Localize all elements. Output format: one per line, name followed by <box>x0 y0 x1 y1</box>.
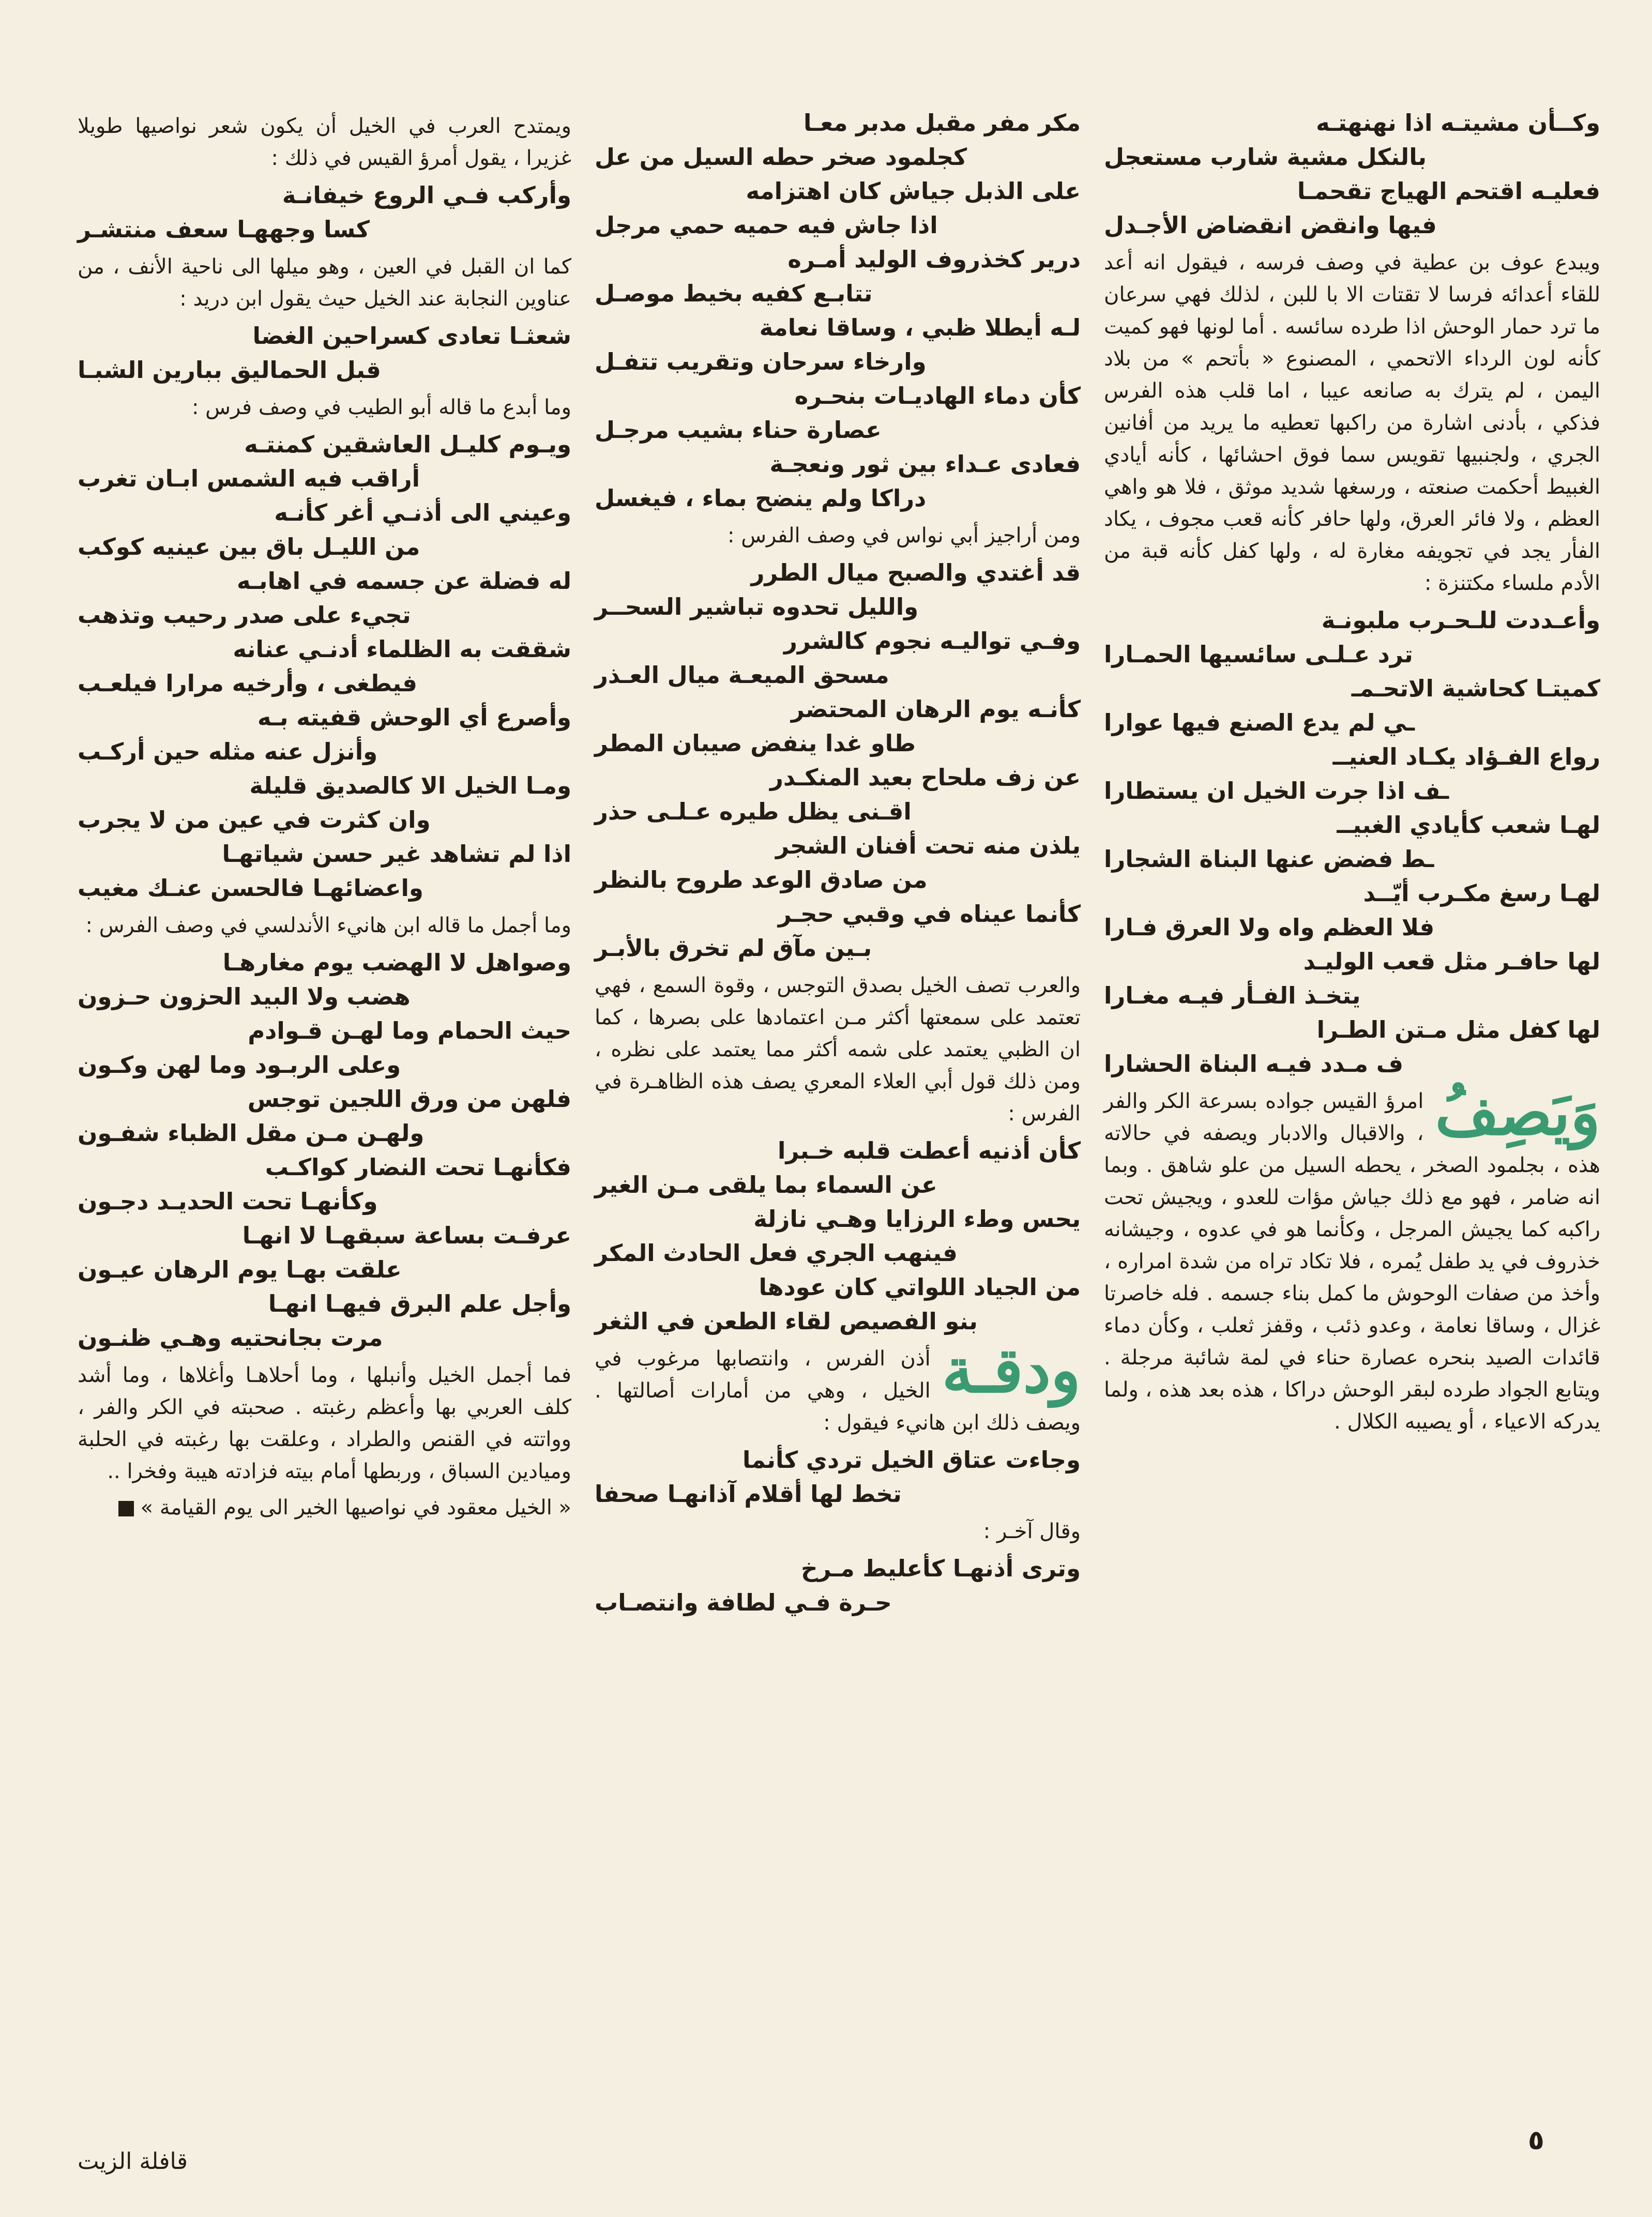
verse-line: عن زف ملحاح بعيد المنكـدر <box>769 764 1081 791</box>
paragraph-text: فما أجمل الخيل وأنبلها ، وما أحلاهـا وأغلاها ، وما أشد كلف العربي بها وأعظم رغبته . صحبته في الكر والفر ، وواتته في القنص والطراد ، وعلقت بها رغبته في الحلبة وميادين السباق ، وربطها أمام بيته فزادته هيبة وفخرا .. <box>78 1363 571 1483</box>
paragraph-text: « الخيل معقود في نواصيها الخير الى يوم القيامة » <box>140 1496 571 1520</box>
verse-line: فعليـه اقتحم الهياج تقحمـا <box>1297 177 1600 205</box>
text-column-right <box>1104 106 1600 1442</box>
verse-line: من صادق الوعد طروح بالنظر <box>595 866 928 893</box>
verse-line: وأعـددت للـحـرب ملبونـة <box>1321 606 1600 634</box>
verse-line: ويـوم كليـل العاشقين كمنتـه <box>244 431 571 458</box>
verse-line: ـي لم يدع الصنع فيها عوارا <box>1104 709 1415 736</box>
prose-paragraph <box>595 520 1081 552</box>
poem-verse <box>595 1552 1081 1620</box>
verse-line: مكر مفر مقبل مدبر معـا <box>803 109 1081 136</box>
verse-line: ولهـن مـن مقل الظباء شفـون <box>78 1119 425 1147</box>
verse-line: وصواهل لا الهضب يوم مغارهـا <box>222 949 571 976</box>
verse-line: ومـا الخيل الا كالصديق قليلة <box>249 772 571 799</box>
verse-line: اذا جاش فيه حميه حمي مرجل <box>595 211 938 239</box>
verse-line: اقـنى يظل طيره عـلـى حذر <box>595 798 912 825</box>
verse-line: كميتـا كحاشية الاتحـمـ <box>1351 675 1600 702</box>
verse-line: وفـي تواليـه نجوم كالشرر <box>784 627 1081 655</box>
verse-line: وأجل علم البرق فيهـا انهـا <box>268 1290 571 1317</box>
poem-verse <box>1104 603 1600 1081</box>
decorative-drop-label: ودقـة <box>942 1334 1081 1407</box>
paragraph-text: امرؤ القيس جواده بسرعة الكر والفر ، والاقبال والادبار ويصفه في حالاته هذه ، بجلمود الصخر ، يحطه السيل من علو شاهق . وبما انه ضامر ، فهو مع ذلك جياش مؤات للعدو ، ويجيش تحت راكبه كما يجيش المرجل ، وكأنما هو في عدوه ، وجيشانه خذروف في يد طفل يُمره ، فلا تكاد تراه من شدة امراره ، وأخذ من صفات الوحوش ما كمل بناء جسمه . فله خاصرتا غزال ، وساقا نعامة ، وعدو ذئب ، وقفز ثعلب ، وكأن دماء قائدات الصيد بنحره عصارة حناء في لمة شائبة مرجلة . ويتابع الجواد طرده لبقر الوحش دراكا ، هذه بعد هذه ، ولما يدركه الاعياء ، أو يصيبه الكلال . <box>1104 1089 1600 1434</box>
verse-line: فعادى عـداء بين ثور ونعجـة <box>769 450 1081 478</box>
page-number: ٥ <box>1528 2125 1544 2156</box>
verse-line: دراكا ولم ينضح بماء ، فيغسل <box>595 484 927 512</box>
verse-line: وعلى الربـود وما لهن وكـون <box>78 1051 401 1079</box>
verse-line: درير كخذروف الوليد أمـره <box>787 246 1081 273</box>
verse-line: واعضائهـا فالحسن عنـك مغيب <box>78 874 423 902</box>
verse-line: رواع الفـؤاد يكـاد العنيــ <box>1332 743 1600 770</box>
verse-line: أراقب فيه الشمس ابـان تغرب <box>78 465 420 492</box>
prose-paragraph <box>78 909 571 942</box>
paragraph-text: وقال آخـر : <box>983 1520 1081 1543</box>
verse-line: عرفـت بساعة سبقهـا لا انهـا <box>242 1222 571 1249</box>
verse-line: وجاءت عتاق الخيل تردي كأنما <box>742 1446 1081 1474</box>
verse-line: قبل الحماليق ببارين الشبـا <box>78 356 381 384</box>
verse-line: فيطغى ، وأرخيه مرارا فيلعـب <box>78 670 417 697</box>
verse-line: تتابـع كفيه بخيط موصـل <box>595 280 873 307</box>
verse-line: يحس وطء الرزايا وهـي نازلة <box>753 1205 1081 1233</box>
verse-line: وأنزل عنه مثله حين أركـب <box>78 738 378 765</box>
poem-verse <box>78 178 571 247</box>
paragraph-text: ويبدع عوف بن عطية في وصف فرسه ، فيقول انه أعد للقاء أعدائه فرسا لا تقتات الا با للبن ، لذلك فهي سرعان ما ترد حمار الوحش اذا طرده سائسه . أما لونها فهو كميت كأنه لون الرداء الاتحمي ، المصنوع « بأتحم » من بلاد اليمن ، لم يترك به صانعه عيبا ، اما قلب هذه الفرس فذكي ، بأدنى اشارة من راكبها تعطيه ما يريد من أفانين الجري ، ولجنبيها تقويس سما فوق احشائها ، كأنه أيادي الغبيط أحكمت صنعته ، ورسغها شديد موثق ، فلا هو واهي العظم ، ولا فائر العرق، ولها حافر كأنه قعب مجوف ، يكاد الفأر يجد في تجويفه مغارة له ، ولها كفل كأنه قبة من الأدم ملساء مكتنزة : <box>1104 251 1600 595</box>
verse-line: فيها وانقض انقضاض الأجـدل <box>1104 211 1437 239</box>
verse-line: وكأنهـا تحت الحديـد دجـون <box>78 1188 378 1215</box>
verse-line: مسحق الميعـة ميال العـذر <box>595 661 889 689</box>
prose-paragraph <box>595 1334 1081 1439</box>
verse-line: له فضلة عن جسمه في اهابـه <box>237 567 571 595</box>
prose-paragraph <box>1104 1076 1600 1438</box>
verse-line: كأنما عيناه في وقبي حجـر <box>778 900 1081 928</box>
verse-line: كجلمود صخر حطه السيل من عل <box>595 143 967 171</box>
verse-line: ترد عـلـى سائسيها الحمـارا <box>1104 641 1413 668</box>
verse-line: وكــأن مشيتـه اذا نهنهتـه <box>1316 109 1600 136</box>
paragraph-text: ومن أراجيز أبي نواس في وصف الفرس : <box>728 524 1081 548</box>
verse-line: كأنـه يوم الرهان المحتضر <box>791 695 1081 723</box>
prose-paragraph <box>1104 247 1600 599</box>
verse-line: بالنكل مشية شارب مستعجل <box>1104 143 1427 171</box>
prose-paragraph <box>595 1515 1081 1547</box>
poem-verse <box>1104 106 1600 242</box>
verse-line: فلهن من ورق اللجين توجس <box>247 1085 571 1113</box>
verse-line: شعثـا تعادى كسراحين الغضا <box>252 322 571 350</box>
poem-verse <box>595 556 1081 965</box>
verse-line: مرت بجانحتيه وهـي ظنـون <box>78 1324 383 1352</box>
verse-line: لهـا شعب كأيادي الغبيــ <box>1337 811 1600 839</box>
poem-verse <box>595 1443 1081 1511</box>
closing-quote <box>78 1492 571 1524</box>
verse-line: هضب ولا البيد الحزون حـزون <box>78 983 411 1010</box>
verse-line: لـه أيطلا ظبي ، وساقا نعامة <box>759 314 1081 341</box>
verse-line: لهـا رسغ مكـرب أيّــد <box>1363 879 1600 907</box>
verse-line: وعيني الى أذنـي أغر كأنـه <box>274 499 571 526</box>
paragraph-text: كما ان القبل في العين ، وهو ميلها الى ناحية الأنف ، من عناوين النجابة عند الخيل حيث يقول ابن دريد : <box>78 255 571 311</box>
text-column-middle <box>595 106 1081 1623</box>
verse-line: فلا العظم واه ولا العرق فـارا <box>1104 914 1435 941</box>
poem-verse <box>595 1134 1081 1339</box>
paragraph-text: أذن الفرس ، وانتصابها مرغوب في الخيل ، وهي من أمارات أصالتها . ويصف ذلك ابن هانيء فيقول : <box>595 1347 1081 1435</box>
verse-line: من الليـل باق بين عينيه كوكب <box>78 533 420 560</box>
verse-line: كسا وجههـا سعف منتشـر <box>78 216 370 243</box>
verse-line: لها كفل مثل مـتن الطـرا <box>1316 1016 1600 1043</box>
prose-paragraph <box>78 391 571 423</box>
verse-line: حيث الحمام وما لهـن قـوادم <box>248 1017 571 1044</box>
verse-line: فينهب الجري فعل الحادث المكر <box>595 1239 958 1267</box>
verse-line: وأركب فـي الروع خيفانـة <box>282 181 571 209</box>
paragraph-text: ويمتدح العرب في الخيل أن يكون شعر نواصيها طويلا غزيرا ، يقول أمرؤ القيس في ذلك : <box>78 114 571 170</box>
verse-line: فكأنهـا تحت النضار كواكـب <box>265 1153 571 1181</box>
verse-line: لها حافـر مثل قعب الوليـد <box>1303 948 1600 975</box>
verse-line: علقت بهـا يوم الرهان عيـون <box>78 1256 402 1283</box>
verse-line: ـط فضض عنها البناة الشجارا <box>1104 845 1434 873</box>
paragraph-text: وما أبدع ما قاله أبو الطيب في وصف فرس : <box>191 396 571 419</box>
verse-line: من الجياد اللواتي كان عودها <box>759 1273 1081 1301</box>
verse-line: وارخاء سرحان وتقريب تتفـل <box>595 348 927 375</box>
prose-paragraph <box>595 969 1081 1130</box>
verse-line: تجيء على صدر رحيب وتذهب <box>78 601 411 629</box>
prose-paragraph <box>78 251 571 315</box>
verse-line: ـف اذا جرت الخيل ان يستطارا <box>1104 777 1449 804</box>
paragraph-text: والعرب تصف الخيل بصدق التوجس ، وقوة السمع ، فهي تعتمد على سمعتها أكثر مـن اعتمادها على بصرها ، كما ان الظبي يعتمد على شمه أكثر مما يعتمد على نظره ، ومن ذلك قول أبي العلاء المعري يصف هذه الظاهـرة في الفرس : <box>595 974 1081 1126</box>
verse-line: على الذبل جياش كان اهتزامه <box>746 177 1081 205</box>
text-column-left <box>78 106 571 1528</box>
verse-line: وترى أذنهـا كأعليط مـرخ <box>801 1555 1081 1582</box>
verse-line: كأن أذنيه أعطت قلبه خـبرا <box>778 1137 1081 1164</box>
prose-paragraph <box>78 1359 571 1487</box>
verse-line: بنو الفصيص لقاء الطعن في الثغر <box>595 1308 978 1335</box>
paragraph-text: وما أجمل ما قاله ابن هانيء الأندلسي في وصف الفرس : <box>85 914 571 937</box>
decorative-drop-label: وَيَصِفُ <box>1435 1076 1600 1149</box>
verse-line: حـرة فـي لطافة وانتصـاب <box>595 1589 892 1616</box>
verse-line: تخط لها أقلام آذانهـا صحفا <box>595 1480 902 1508</box>
verse-line: قد أغتدي والصبح ميال الطرر <box>751 559 1081 586</box>
verse-line: يتخـذ الفـأر فيـه مغـارا <box>1104 982 1361 1009</box>
magazine-name: قافلة الزيت <box>78 2148 188 2175</box>
poem-verse <box>78 428 571 905</box>
verse-line: والليل تحدوه تباشير السحــر <box>595 593 919 620</box>
verse-line: عصارة حناء بشيب مرجـل <box>595 416 882 444</box>
verse-line: كأن دماء الهاديـات بنحـره <box>794 382 1081 409</box>
poem-verse <box>78 319 571 387</box>
verse-line: بـين مآق لم تخرق بالأبـر <box>595 934 872 962</box>
end-of-article-square-icon <box>118 1501 134 1516</box>
verse-line: وان كثرت في عين من لا يجرب <box>78 806 431 833</box>
poem-verse <box>78 946 571 1355</box>
verse-line: اذا لم تشاهد غير حسن شياتهـا <box>222 840 571 868</box>
verse-line: شققت به الظلماء أدنـي عنانه <box>233 635 571 663</box>
poem-verse <box>595 106 1081 515</box>
verse-line: طاو غدا ينفض صيبان المطر <box>595 730 916 757</box>
verse-line: ف مـدد فيـه البناة الحشارا <box>1104 1050 1404 1077</box>
verse-line: وأصرع أي الوحش قفيته بـه <box>257 704 571 731</box>
prose-paragraph <box>78 110 571 174</box>
verse-line: عن السماء بما يلقى مـن الغير <box>595 1171 937 1198</box>
verse-line: يلذن منه تحت أفنان الشجر <box>776 832 1081 859</box>
